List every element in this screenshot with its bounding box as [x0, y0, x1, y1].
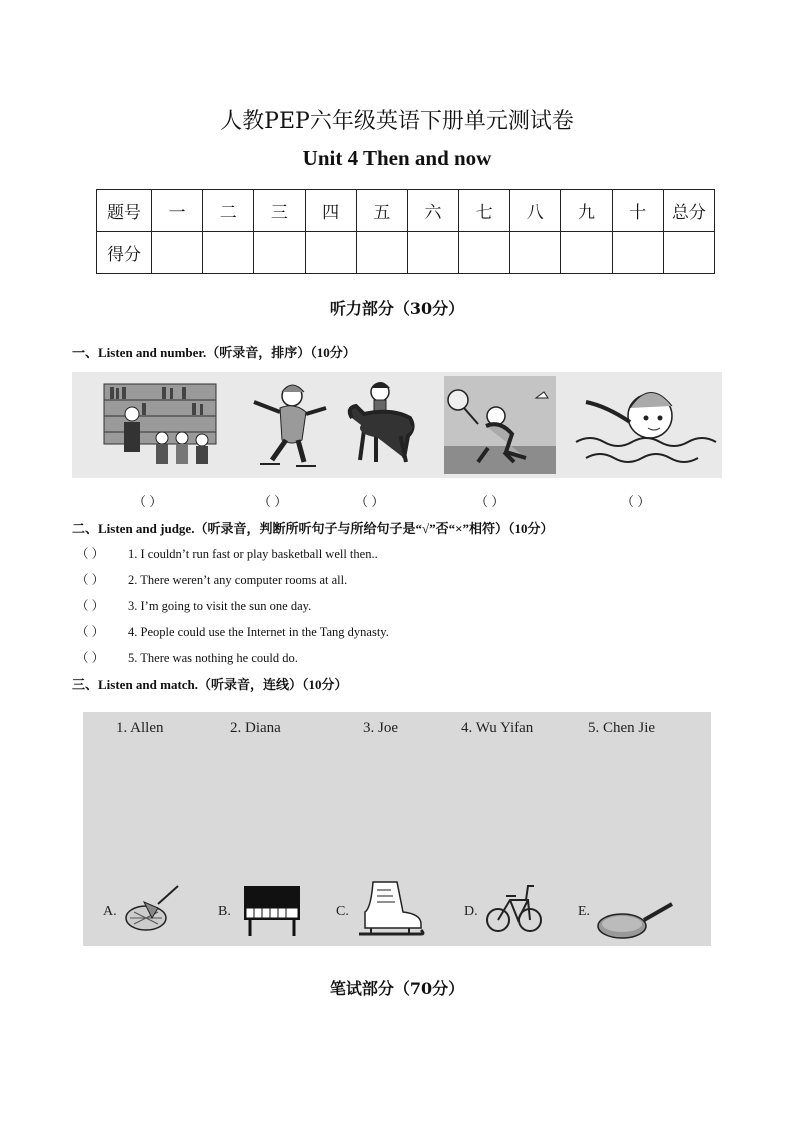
answer-blank[interactable]: （ ）: [475, 494, 505, 509]
score-cell: 题号: [97, 190, 152, 232]
horse-riding-picture: [342, 378, 428, 474]
question-2-title: 二、Listen and judge.（听录音，判断所听句子与所给句子是“√”否“×”相符）（10分）: [72, 521, 554, 536]
match-name[interactable]: 3. Joe: [363, 720, 398, 736]
match-name[interactable]: 5. Chen Jie: [588, 720, 656, 736]
match-option-label[interactable]: A.: [103, 904, 117, 919]
judge-item: [76, 570, 347, 588]
score-input-cell[interactable]: [407, 232, 458, 274]
ice-skating-picture: [244, 378, 334, 474]
match-option-label[interactable]: D.: [464, 904, 478, 919]
score-cell: 一: [152, 190, 203, 232]
score-input-cell[interactable]: [459, 232, 510, 274]
exam-subtitle: Unit 4 Then and now: [302, 146, 492, 170]
judge-item: [76, 596, 311, 614]
match-name[interactable]: 4. Wu Yifan: [461, 720, 534, 736]
score-cell: 总分: [663, 190, 714, 232]
ice-skate-icon: [355, 878, 425, 940]
answer-blank[interactable]: （ ）: [133, 494, 163, 509]
answer-blank[interactable]: （ ）: [621, 494, 651, 509]
match-name[interactable]: 2. Diana: [230, 720, 281, 736]
judge-item-text: 2. There weren’t any computer rooms at all.: [128, 573, 348, 587]
score-cell: 五: [356, 190, 407, 232]
score-table-header-row: [97, 190, 715, 232]
badminton-picture: [444, 376, 556, 474]
judge-item-text: 3. I’m going to visit the sun one day.: [128, 599, 312, 613]
score-table-score-row: [97, 232, 715, 274]
score-input-cell[interactable]: [305, 232, 356, 274]
listening-section-title: 听力部分（30分）: [329, 299, 465, 318]
answer-blank[interactable]: （ ）: [76, 651, 105, 665]
score-input-cell[interactable]: [663, 232, 714, 274]
score-cell: 七: [459, 190, 510, 232]
judge-item: [76, 544, 378, 562]
question-3-title: 三、Listen and match.（听录音，连线）（10分）: [72, 677, 348, 692]
question-1-title: 一、Listen and number.（听录音，排序）（10分）: [72, 345, 356, 360]
exam-title: 人教PEP六年级英语下册单元测试卷: [220, 109, 574, 134]
score-input-cell[interactable]: [612, 232, 663, 274]
cooking-icon: [122, 880, 182, 938]
bike-icon: [484, 876, 544, 938]
judge-item: [76, 622, 389, 640]
score-input-cell[interactable]: [203, 232, 254, 274]
frying-pan-icon: [596, 898, 676, 944]
answer-blank[interactable]: （ ）: [76, 547, 105, 561]
score-input-cell[interactable]: [561, 232, 612, 274]
score-cell: 四: [305, 190, 356, 232]
match-option-label[interactable]: B.: [218, 904, 231, 919]
score-cell: 十: [612, 190, 663, 232]
match-option-label[interactable]: C.: [336, 904, 349, 919]
answer-blank[interactable]: （ ）: [76, 599, 105, 613]
answer-blank[interactable]: （ ）: [355, 494, 385, 509]
judge-item-text: 1. I couldn’t run fast or play basketball well then..: [128, 547, 378, 561]
score-cell: 二: [203, 190, 254, 232]
score-cell: 九: [561, 190, 612, 232]
score-cell: 得分: [97, 232, 152, 274]
score-table: [96, 189, 715, 274]
score-input-cell[interactable]: [510, 232, 561, 274]
judge-item-text: 4. People could use the Internet in the Tang dynasty.: [128, 625, 389, 639]
judge-item: [76, 648, 298, 666]
swimming-picture: [572, 378, 712, 474]
judge-item-text: 5. There was nothing he could do.: [128, 651, 298, 665]
piano-icon: [240, 882, 304, 940]
match-name[interactable]: 1. Allen: [116, 720, 164, 736]
score-cell: 八: [510, 190, 561, 232]
writing-section-title: 笔试部分（70分）: [329, 979, 465, 998]
score-input-cell[interactable]: [152, 232, 203, 274]
score-cell: 三: [254, 190, 305, 232]
score-input-cell[interactable]: [254, 232, 305, 274]
answer-blank[interactable]: （ ）: [76, 625, 105, 639]
library-picture: [102, 380, 220, 470]
answer-blank[interactable]: （ ）: [76, 573, 105, 587]
picture-strip: [72, 372, 722, 478]
answer-blank[interactable]: （ ）: [258, 494, 288, 509]
match-option-label[interactable]: E.: [578, 904, 591, 919]
score-cell: 六: [407, 190, 458, 232]
score-input-cell[interactable]: [356, 232, 407, 274]
